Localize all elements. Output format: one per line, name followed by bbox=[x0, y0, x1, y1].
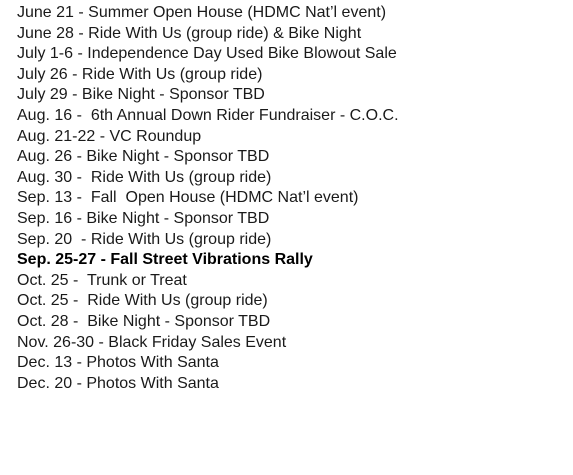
event-separator: - bbox=[68, 312, 88, 330]
event-separator: - bbox=[72, 168, 91, 186]
event-line bbox=[17, 188, 399, 209]
event-title: Ride With Us (group ride) bbox=[87, 292, 268, 310]
event-line bbox=[17, 106, 399, 127]
event-date: Dec. 20 bbox=[17, 374, 73, 392]
event-title: Ride With Us (group ride) & Bike Night bbox=[88, 24, 362, 42]
event-title: Ride With Us (group ride) bbox=[90, 168, 272, 186]
event-line bbox=[17, 44, 399, 65]
event-date: July 29 bbox=[17, 86, 68, 104]
event-title: Trunk or Treat bbox=[86, 271, 187, 289]
event-separator: - bbox=[72, 148, 87, 166]
event-title: Photos With Santa bbox=[86, 374, 219, 392]
event-separator: - bbox=[72, 209, 87, 227]
event-date: Oct. 28 bbox=[17, 312, 69, 330]
event-title: Independence Day Used Bike Blowout Sale bbox=[87, 45, 397, 63]
event-title: Ride With Us (group ride) bbox=[81, 65, 263, 83]
event-title: Fall Street Vibrations Rally bbox=[110, 251, 313, 269]
event-separator: - bbox=[96, 251, 111, 269]
event-line bbox=[17, 209, 399, 230]
event-title: VC Roundup bbox=[109, 127, 202, 145]
event-date: Sep. 25-27 bbox=[17, 251, 97, 269]
event-line bbox=[17, 65, 399, 86]
event-date: Oct. 25 bbox=[17, 292, 69, 310]
event-date: Nov. 26-30 bbox=[17, 333, 95, 351]
event-date: Dec. 13 bbox=[17, 354, 73, 372]
event-separator: - bbox=[68, 271, 87, 289]
event-separator: - bbox=[68, 292, 88, 310]
event-date: Aug. 30 bbox=[17, 168, 73, 186]
event-line bbox=[17, 353, 399, 374]
event-title: Summer Open House (HDMC Nat’l event) bbox=[88, 4, 387, 21]
event-line bbox=[17, 147, 399, 168]
event-line bbox=[17, 312, 399, 333]
event-line bbox=[17, 230, 399, 251]
event-separator: - bbox=[72, 374, 87, 392]
event-line bbox=[17, 168, 399, 189]
event-date: Sep. 16 bbox=[17, 209, 73, 227]
event-date: July 26 bbox=[17, 65, 68, 83]
event-line bbox=[17, 374, 399, 395]
event-separator: - bbox=[95, 127, 110, 145]
event-title: Black Friday Sales Event bbox=[108, 333, 287, 351]
event-separator: - bbox=[72, 189, 91, 207]
event-separator: - bbox=[73, 4, 89, 21]
event-line bbox=[17, 127, 399, 148]
event-date: Aug. 21-22 bbox=[17, 127, 96, 145]
event-date: June 28 bbox=[17, 24, 74, 42]
event-date: July 1-6 bbox=[17, 45, 74, 63]
event-title: Bike Night - Sponsor TBD bbox=[81, 86, 265, 104]
event-separator: - bbox=[94, 333, 109, 351]
event-title: Bike Night - Sponsor TBD bbox=[86, 148, 270, 166]
event-title: Ride With Us (group ride) bbox=[90, 230, 272, 248]
event-title: Fall Open House (HDMC Nat’l event) bbox=[90, 189, 359, 207]
event-date: Sep. 13 bbox=[17, 189, 73, 207]
event-line bbox=[17, 3, 399, 24]
event-date: Sep. 20 bbox=[17, 230, 73, 248]
event-line bbox=[17, 85, 399, 106]
event-separator: - bbox=[67, 86, 82, 104]
event-title: Bike Night - Sponsor TBD bbox=[87, 312, 271, 330]
event-separator: - bbox=[67, 65, 82, 83]
event-date: Aug. 16 bbox=[17, 106, 73, 124]
event-separator: - bbox=[73, 24, 89, 42]
event-date: Oct. 25 bbox=[17, 271, 69, 289]
event-separator: - bbox=[73, 45, 88, 63]
event-date: June 21 bbox=[17, 4, 74, 21]
event-line bbox=[17, 271, 399, 292]
event-line-highlight bbox=[17, 250, 399, 271]
event-separator: - bbox=[72, 354, 87, 372]
event-title: 6th Annual Down Rider Fundraiser - C.O.C. bbox=[90, 106, 399, 124]
event-line bbox=[17, 333, 399, 354]
event-schedule-list bbox=[17, 3, 399, 394]
event-date: Aug. 26 bbox=[17, 148, 73, 166]
event-title: Bike Night - Sponsor TBD bbox=[86, 209, 270, 227]
event-separator: - bbox=[72, 230, 91, 248]
event-line bbox=[17, 291, 399, 312]
event-separator: - bbox=[72, 106, 91, 124]
event-line bbox=[17, 24, 399, 45]
event-title: Photos With Santa bbox=[86, 354, 219, 372]
